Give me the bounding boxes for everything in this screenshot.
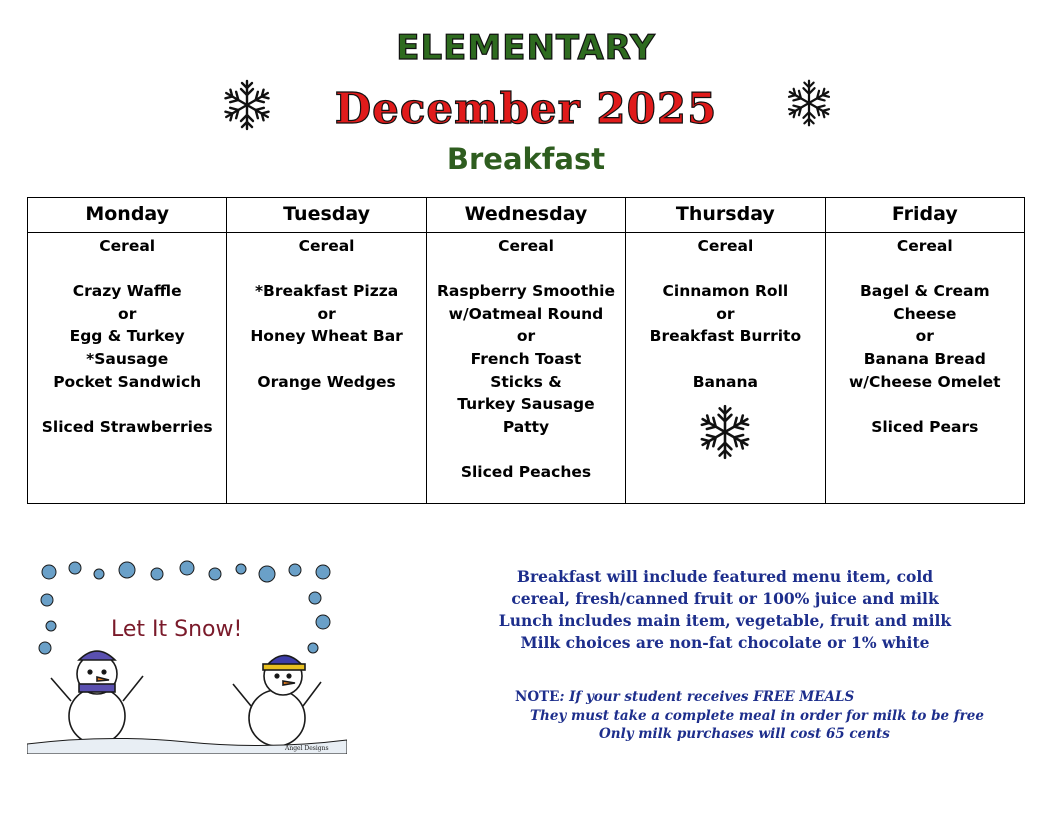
- menu-item: or: [915, 327, 934, 346]
- menu-item: w/Cheese Omelet: [848, 372, 1001, 391]
- snowman-right-icon: [233, 655, 321, 746]
- info-line: Milk choices are non-fat chocolate or 1% white: [520, 633, 930, 652]
- day-header: Thursday: [626, 198, 825, 233]
- menu-item: Cinnamon Roll: [662, 282, 789, 301]
- menu-spacer: [32, 393, 222, 416]
- info-line: Lunch includes main item, vegetable, fruit and milk: [498, 611, 952, 630]
- month-title-row: [0, 78, 1052, 138]
- menu-item: Sliced Pears: [871, 417, 979, 436]
- menu-item: Bagel & Cream: [859, 282, 990, 301]
- menu-item: Cereal: [498, 237, 554, 255]
- menu-spacer: [231, 258, 421, 281]
- meal-title: Breakfast: [446, 142, 606, 176]
- menu-item: French Toast: [470, 349, 582, 368]
- info-line: cereal, fresh/canned fruit or 100% juice and milk: [511, 589, 939, 608]
- menu-spacer: [630, 348, 820, 371]
- menu-item: Patty: [502, 417, 550, 436]
- menu-spacer: [830, 393, 1020, 416]
- note-line: They must take a complete meal in order for milk to be free: [530, 707, 984, 724]
- day-header: Friday: [825, 198, 1024, 233]
- menu-spacer: [32, 258, 222, 281]
- menu-item: Orange Wedges: [257, 372, 396, 391]
- menu-item: Cheese: [893, 304, 957, 323]
- snowman-left-icon: [51, 651, 143, 744]
- menu-item: Sliced Peaches: [460, 462, 592, 481]
- menu-item: Banana Bread: [863, 349, 986, 368]
- menu-table: [27, 197, 1025, 504]
- day-header-row: [28, 198, 1025, 233]
- snowflake-icon: [784, 78, 834, 128]
- menu-cell-thursday: [626, 233, 825, 504]
- menu-item: or: [317, 304, 336, 323]
- menu-item: Egg & Turkey: [69, 327, 185, 346]
- menu-item: Pocket Sandwich: [53, 372, 202, 391]
- info-line: Breakfast will include featured menu item, cold: [516, 567, 934, 586]
- month-title: December 2025: [334, 84, 718, 133]
- school-title: ELEMENTARY: [396, 28, 656, 68]
- menu-item: w/Oatmeal Round: [448, 304, 604, 323]
- menu-item: or: [516, 327, 536, 346]
- menu-spacer: [431, 438, 621, 461]
- menu-cell-tuesday: [227, 233, 426, 504]
- day-header: Tuesday: [227, 198, 426, 233]
- day-header: Monday: [28, 198, 227, 233]
- menu-item: Crazy Waffle: [72, 282, 182, 301]
- menu-row: [28, 233, 1025, 504]
- menu-item: Cereal: [99, 237, 156, 255]
- menu-spacer: [431, 258, 621, 281]
- menu-item: or: [118, 304, 137, 323]
- menu-cell-friday: [825, 233, 1024, 504]
- menu-spacer: [830, 258, 1020, 281]
- menu-item: *Sausage: [86, 349, 169, 368]
- menu-cell-wednesday: [426, 233, 625, 504]
- let-it-snow-clipart: [27, 556, 347, 754]
- menu-item: Sticks &: [490, 372, 562, 391]
- day-header: Wednesday: [426, 198, 625, 233]
- menu-item: Cereal: [697, 237, 754, 255]
- menu-item: Honey Wheat Bar: [250, 327, 403, 346]
- note-label: NOTE: [515, 689, 560, 705]
- menu-item: Banana: [692, 372, 758, 391]
- menu-item: Cereal: [896, 237, 953, 255]
- free-meals-note: [515, 688, 984, 744]
- art-caption: Let It Snow!: [111, 617, 243, 642]
- note-line: : If your student receives FREE MEALS: [559, 689, 855, 705]
- menu-item: or: [716, 304, 735, 323]
- menu-spacer: [630, 258, 820, 281]
- meal-info: [470, 566, 980, 654]
- snowflake-icon: [696, 403, 754, 461]
- menu-item: Breakfast Burrito: [649, 327, 802, 346]
- menu-item: Sliced Strawberries: [41, 417, 213, 436]
- menu-spacer: [231, 348, 421, 371]
- note-line: Only milk purchases will cost 65 cents: [599, 726, 890, 742]
- menu-item: Raspberry Smoothie: [436, 282, 615, 301]
- menu-item: Cereal: [298, 237, 355, 255]
- menu-cell-monday: [28, 233, 227, 504]
- menu-item: *Breakfast Pizza: [254, 282, 399, 301]
- menu-item: Turkey Sausage: [457, 395, 595, 414]
- art-credit: Angel Designs: [285, 745, 329, 752]
